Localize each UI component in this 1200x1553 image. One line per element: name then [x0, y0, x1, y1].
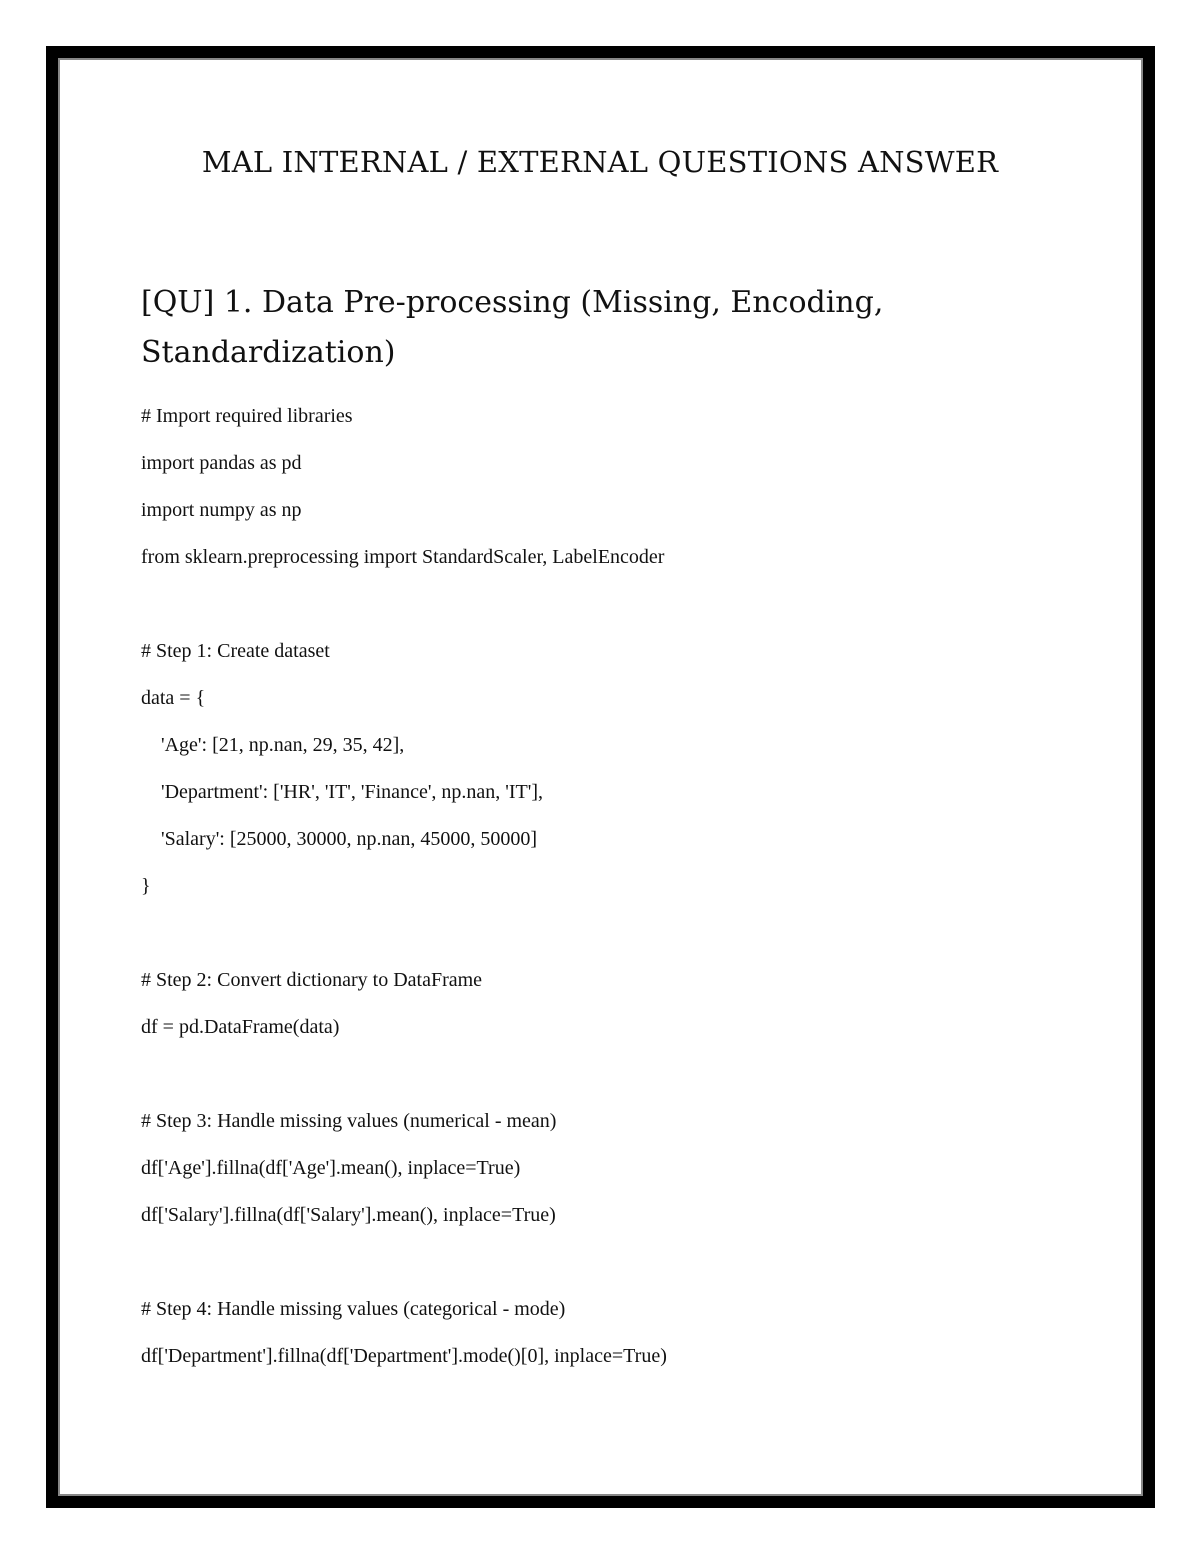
code-line: # Step 4: Handle missing values (categorical - mode) [141, 1298, 566, 1320]
code-line [141, 1239, 667, 1286]
code-line: # Step 1: Create dataset [141, 640, 330, 662]
code-line: from sklearn.preprocessing import StandardScaler, LabelEncoder [141, 546, 665, 568]
code-line [141, 910, 667, 957]
code-line: } [141, 875, 151, 897]
code-line: df['Age'].fillna(df['Age'].mean(), inplace=True) [141, 1157, 521, 1179]
code-line: import pandas as pd [141, 452, 302, 474]
document-title: MAL INTERNAL / EXTERNAL QUESTIONS ANSWER [201, 145, 999, 179]
code-line: df = pd.DataFrame(data) [141, 1016, 340, 1038]
code-line: 'Department': ['HR', 'IT', 'Finance', np.nan, 'IT'], [141, 781, 544, 803]
code-block [141, 393, 667, 1380]
code-line: data = { [141, 687, 206, 709]
code-line: df['Department'].fillna(df['Department'].mode()[0], inplace=True) [141, 1345, 667, 1367]
code-line: df['Salary'].fillna(df['Salary'].mean(), inplace=True) [141, 1204, 556, 1226]
code-line: # Step 3: Handle missing values (numerical - mean) [141, 1110, 557, 1132]
code-line [141, 1051, 667, 1098]
code-line: # Step 2: Convert dictionary to DataFrame [141, 969, 483, 991]
code-line: 'Salary': [25000, 30000, np.nan, 45000, 50000] [141, 828, 538, 850]
code-line [141, 581, 667, 628]
code-line: # Import required libraries [141, 405, 353, 427]
code-line: 'Age': [21, np.nan, 29, 35, 42], [141, 734, 405, 756]
code-line: import numpy as np [141, 499, 302, 521]
question-heading: [QU] 1. Data Pre-processing (Missing, Encoding, Standardization) [141, 285, 884, 370]
